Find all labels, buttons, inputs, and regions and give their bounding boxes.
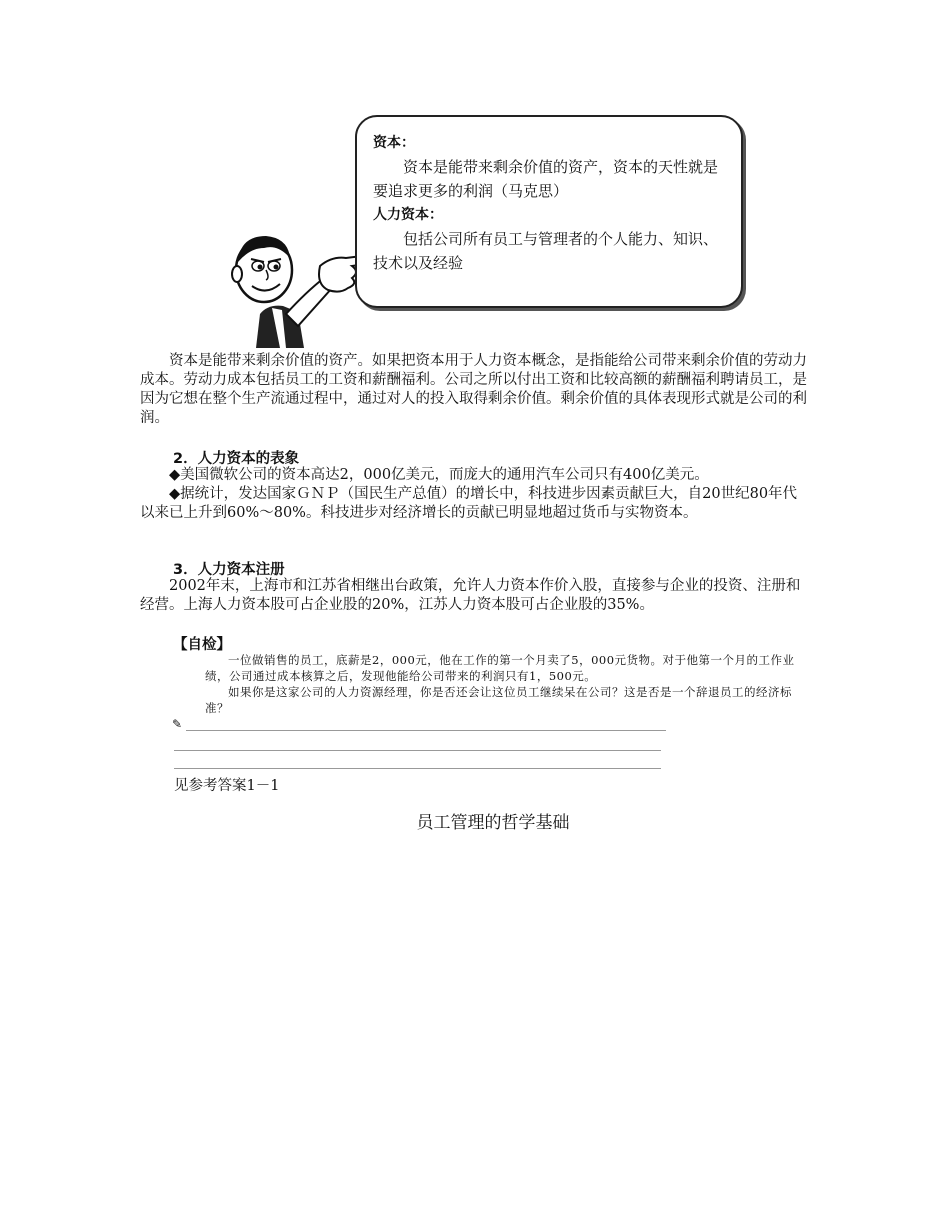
selfcheck-question-2: 如果你是这家公司的人力资源经理，你是否还会让这位员工继续呆在公司？这是否是一个辞退员工的经济标准？ <box>205 685 792 715</box>
speech-bubble <box>355 115 743 308</box>
selfcheck-title: 【自检】 <box>173 637 231 653</box>
section-2-item-1: ◆美国微软公司的资本高达2，000亿美元，而庞大的通用汽车公司只有400亿美元。 <box>169 467 709 483</box>
selfcheck-question-1: 一位做销售的员工，底薪是2，000元，他在工作的第一个月卖了5，000元货物。对于他第一个月的工作业绩，公司通过成本核算之后，发现他能给公司带来的利润只有1，500元。 <box>205 653 795 683</box>
next-section-title: 员工管理的哲学基础 <box>416 813 570 833</box>
hr-capital-heading: 人力资本： <box>373 207 443 223</box>
section-2-item-2: ◆据统计，发达国家ＧＮＰ（国民生产总值）的增长中，科技进步因素贡献巨大，自20世纪80年代以来已上升到60%～80%。科技进步对经济增长的贡献已明显地超过货币与实物资本。 <box>140 486 798 521</box>
section-3-heading: 3．人力资本注册 <box>173 562 285 578</box>
capital-definition: 资本是能带来剩余价值的资产，资本的天性就是要追求更多的利润（马克思） <box>373 158 719 200</box>
section-2-heading: 2．人力资本的表象 <box>173 451 300 467</box>
section-3-paragraph: 2002年末，上海市和江苏省相继出台政策，允许人力资本作价入股，直接参与企业的投资、注册和经营。上海人力资本股可占企业股的20%，江苏人力资本股可占企业股的35%。 <box>140 578 801 613</box>
intro-paragraph: 资本是能带来剩余价值的资产。如果把资本用于人力资本概念，是指能给公司带来剩余价值的劳动力成本。劳动力成本包括员工的工资和薪酬福利。公司之所以付出工资和比较高额的薪酬福利聘请员工，是因为它想在整个生产流通过程中，通过对人的投入取得剩余价值。剩余价值的具体表现形式就是公司的利润。 <box>140 353 807 426</box>
answer-reference: 见参考答案1－1 <box>174 778 280 794</box>
hr-capital-definition: 包括公司所有员工与管理者的个人能力、知识、技术以及经验 <box>373 230 719 272</box>
answer-line-1[interactable] <box>186 730 666 731</box>
answer-line-3[interactable] <box>174 768 661 769</box>
answer-line-2[interactable] <box>174 750 661 751</box>
capital-heading: 资本： <box>373 135 415 151</box>
pen-icon: ✎ <box>172 717 183 731</box>
